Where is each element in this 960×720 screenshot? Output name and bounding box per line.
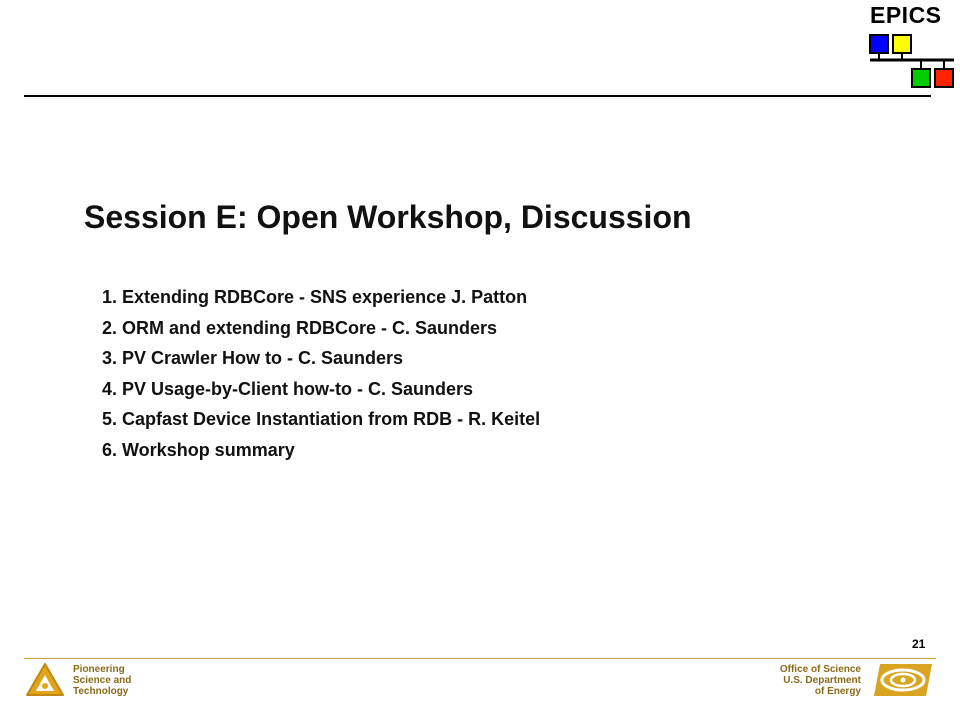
tagline-line: Science and xyxy=(73,675,132,686)
argonne-tagline xyxy=(73,664,131,697)
agenda-item: 2. ORM and extending RDBCore - C. Saunders xyxy=(102,317,498,338)
doe-tagline xyxy=(780,664,861,697)
doe-logo-icon xyxy=(872,662,934,698)
agenda-item: 5. Capfast Device Instantiation from RDB - R. Keitel xyxy=(102,409,541,429)
page-number: 21 xyxy=(912,637,926,651)
epics-logo-icon xyxy=(866,2,958,92)
agenda-item: 4. PV Usage-by-Client how-to - C. Saunders xyxy=(102,378,474,399)
header-divider xyxy=(24,95,931,97)
agenda-item: 6. Workshop summary xyxy=(102,439,295,460)
tagline-line: Office of Science xyxy=(779,664,861,675)
agenda-item: 3. PV Crawler How to - C. Saunders xyxy=(102,348,404,368)
footer-divider xyxy=(24,658,936,659)
tagline-line: Technology xyxy=(73,686,129,697)
tagline-line: U.S. Department xyxy=(783,675,861,686)
agenda-list xyxy=(102,282,540,465)
agenda-item: 1. Extending RDBCore - SNS experience J. Patton xyxy=(102,287,528,307)
epics-logo-text: EPICS xyxy=(870,2,942,28)
argonne-logo-icon xyxy=(25,662,65,698)
epics-network-icon xyxy=(866,32,958,90)
slide-title: Session E: Open Workshop, Discussion xyxy=(84,199,692,235)
tagline-line: of Energy xyxy=(814,686,861,697)
tagline-line: Pioneering xyxy=(73,664,125,675)
